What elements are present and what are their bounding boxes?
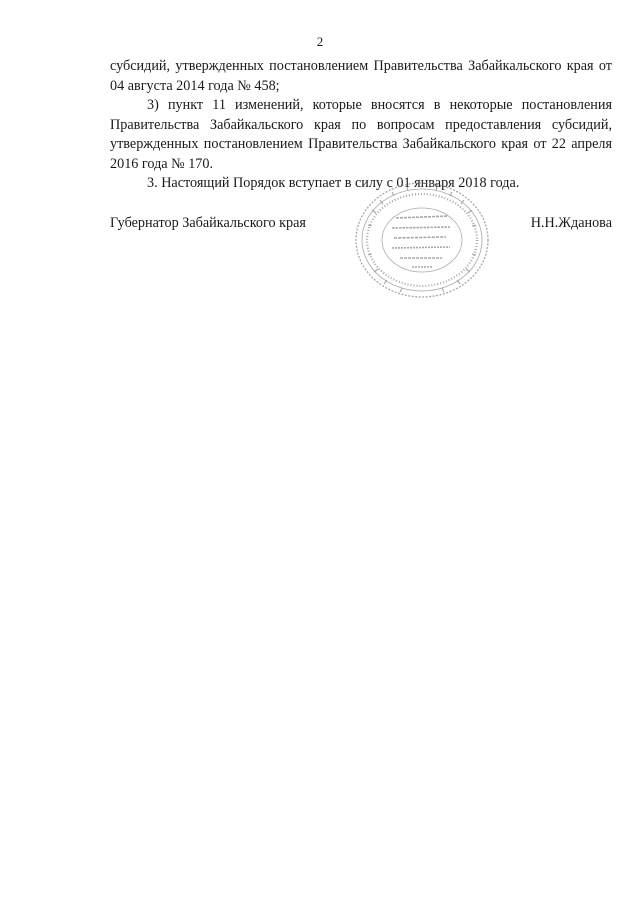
signature-name: Н.Н.Жданова <box>530 215 612 231</box>
paragraph-continuation: субсидий, утвержденных постановлением Правительства Забайкальского края от 04 августа 2014 года № 458; <box>110 58 612 94</box>
paragraph-effective-date: 3. Настоящий Порядок вступает в силу с 01 января 2018 года. <box>147 175 520 191</box>
official-seal <box>352 180 492 300</box>
document-body <box>110 57 612 194</box>
seal-stamp-graphic <box>352 180 492 300</box>
page-number: 2 <box>316 34 324 49</box>
paragraph-item-3: 3) пункт 11 изменений, которые вносятся в некоторые постановления Правительства Забайкальского края по вопросам предоставления субсидий, утвержденных постановлением Правительства Забайкальского края от 22 апреля 2016 года № 170. <box>110 97 612 172</box>
signature-role: Губернатор Забайкальского края <box>110 215 306 231</box>
